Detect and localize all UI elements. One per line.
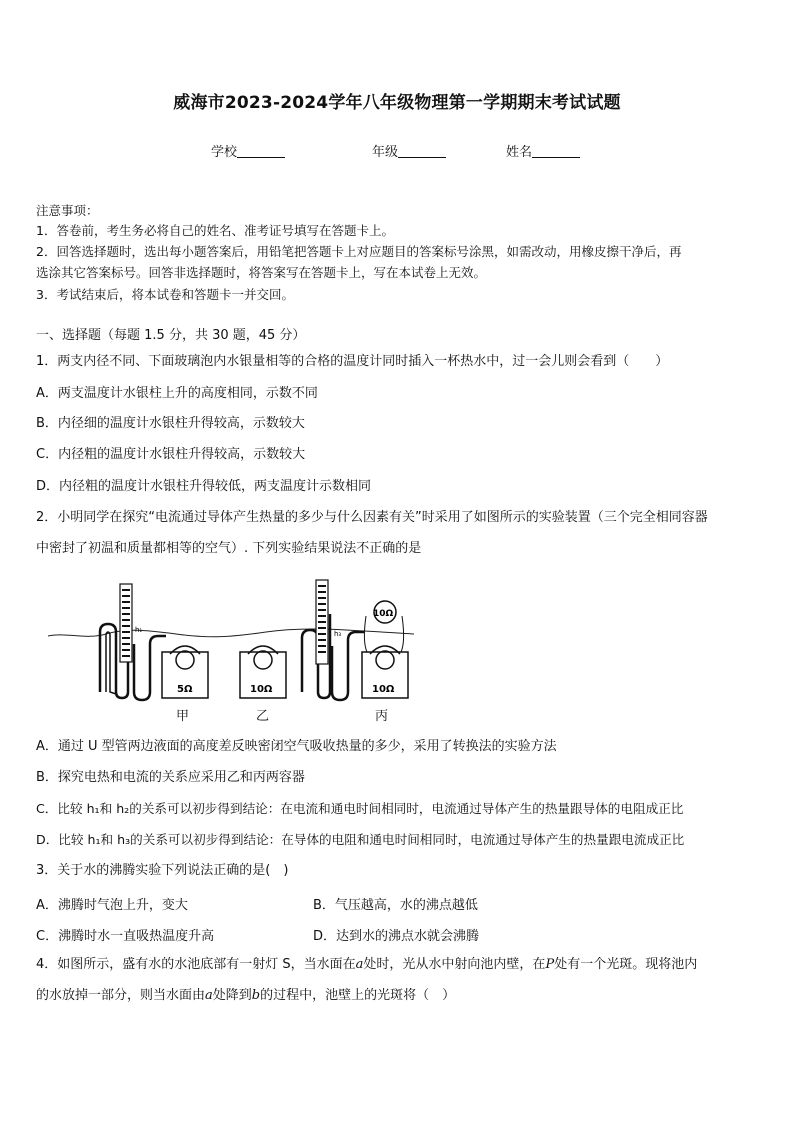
figure-label-c: 丙 bbox=[375, 709, 389, 724]
name-label: 姓名 bbox=[506, 145, 533, 160]
notice-item: 2．回答选择题时，选出每小题答案后，用铅笔把答题卡上对应题目的答案标号涂黑，如需改动，用橡皮擦干净后，再 bbox=[36, 244, 682, 259]
q4-text: 处降到 bbox=[212, 988, 252, 1003]
resistor-c-label: 10Ω bbox=[372, 684, 395, 695]
q4-text: 处有一个光斑。现将池内 bbox=[554, 957, 698, 972]
name-field bbox=[506, 141, 580, 160]
question-4-stem bbox=[36, 956, 697, 974]
q4-var-p: P bbox=[545, 957, 555, 972]
question-1-stem: 1．两支内径不同、下面玻璃泡内水银量相等的合格的温度计同时插入一杯热水中，过一会儿则会看到（ ） bbox=[36, 354, 669, 369]
question-2-option-c: C．比较 h₁和 h₂的关系可以初步得到结论：在电流和通电时间相同时，电流通过导体产生的热量跟导体的电阻成正比 bbox=[36, 801, 684, 816]
q4-var-b: b bbox=[251, 988, 261, 1003]
section-heading: 一、选择题（每题 1.5 分，共 30 题，45 分） bbox=[36, 328, 306, 343]
q4-var-a2: a bbox=[205, 988, 213, 1003]
question-2-option-b: B．探究电热和电流的关系应采用乙和丙两容器 bbox=[36, 770, 305, 785]
page-title: 威海市2023-2024学年八年级物理第一学期期末考试试题 bbox=[173, 93, 621, 113]
container-b bbox=[240, 646, 286, 698]
question-3-option-c: C．沸腾时水一直吸热温度升高 bbox=[36, 929, 215, 944]
school-blank bbox=[237, 145, 285, 158]
question-3-option-b: B．气压越高，水的沸点越低 bbox=[313, 898, 478, 913]
u-tube-2 bbox=[302, 580, 364, 700]
question-1-option-c: C．内径粗的温度计水银柱升得较高，示数较大 bbox=[36, 447, 306, 462]
figure-label-b: 乙 bbox=[256, 709, 270, 724]
q4-var-a: a bbox=[355, 957, 364, 972]
experiment-figure bbox=[46, 574, 416, 724]
question-1-option-a: A．两支温度计水银柱上升的高度相同，示数不同 bbox=[36, 386, 318, 401]
school-label: 学校 bbox=[211, 145, 238, 160]
u-tube-1 bbox=[100, 584, 166, 700]
resistor-ext-label: 10Ω bbox=[373, 609, 394, 619]
question-4-stem-cont bbox=[36, 987, 455, 1005]
notice-heading: 注意事项： bbox=[36, 203, 99, 218]
question-3-stem: 3．关于水的沸腾实验下列说法正确的是( ) bbox=[36, 863, 289, 878]
q4-text: 的水放掉一部分，则当水面由 bbox=[36, 988, 206, 1003]
question-2-option-a: A．通过 U 型管两边液面的高度差反映密闭空气吸收热量的多少，采用了转换法的实验方法 bbox=[36, 739, 557, 754]
resistor-b-label: 10Ω bbox=[250, 684, 273, 695]
question-1-option-b: B．内径细的温度计水银柱升得较高，示数较大 bbox=[36, 416, 305, 431]
notice-item: 1．答卷前，考生务必将自己的姓名、准考证号填写在答题卡上。 bbox=[36, 223, 394, 238]
question-3-option-a: A．沸腾时气泡上升，变大 bbox=[36, 898, 188, 913]
question-1-option-d: D．内径粗的温度计水银柱升得较低，两支温度计示数相同 bbox=[36, 479, 372, 494]
q4-text: 的过程中，池壁上的光斑将（ ） bbox=[260, 988, 456, 1003]
name-blank bbox=[532, 145, 580, 158]
question-2-option-d: D．比较 h₁和 h₃的关系可以初步得到结论：在导体的电阻和通电时间相同时，电流通过导体产生的热量跟电流成正比 bbox=[36, 832, 685, 847]
q4-text: 4．如图所示，盛有水的水池底部有一射灯 S，当水面在 bbox=[36, 957, 356, 972]
h1-label: h₁ bbox=[135, 626, 143, 634]
notice-item: 选涂其它答案标号。回答非选择题时，将答案写在答题卡上，写在本试卷上无效。 bbox=[36, 265, 487, 280]
figure-label-a: 甲 bbox=[176, 709, 190, 724]
q4-text: 处时，光从水中射向池内壁，在 bbox=[363, 957, 546, 972]
grade-field bbox=[372, 141, 446, 160]
grade-label: 年级 bbox=[372, 145, 399, 160]
notice-item: 3．考试结束后，将本试卷和答题卡一并交回。 bbox=[36, 287, 294, 302]
h3-label: h₃ bbox=[334, 630, 342, 638]
question-2-stem-cont: 中密封了初温和质量都相等的空气）. 下列实验结果说法不正确的是 bbox=[36, 541, 422, 556]
school-field bbox=[211, 141, 285, 160]
container-c bbox=[362, 646, 408, 698]
question-3-option-d: D．达到水的沸点水就会沸腾 bbox=[313, 929, 480, 944]
grade-blank bbox=[398, 145, 446, 158]
container-a bbox=[162, 646, 208, 698]
resistor-a-label: 5Ω bbox=[177, 684, 193, 695]
question-2-stem: 2．小明同学在探究“电流通过导体产生热量的多少与什么因素有关”时采用了如图所示的实验装置（三个完全相同容器 bbox=[36, 510, 708, 525]
